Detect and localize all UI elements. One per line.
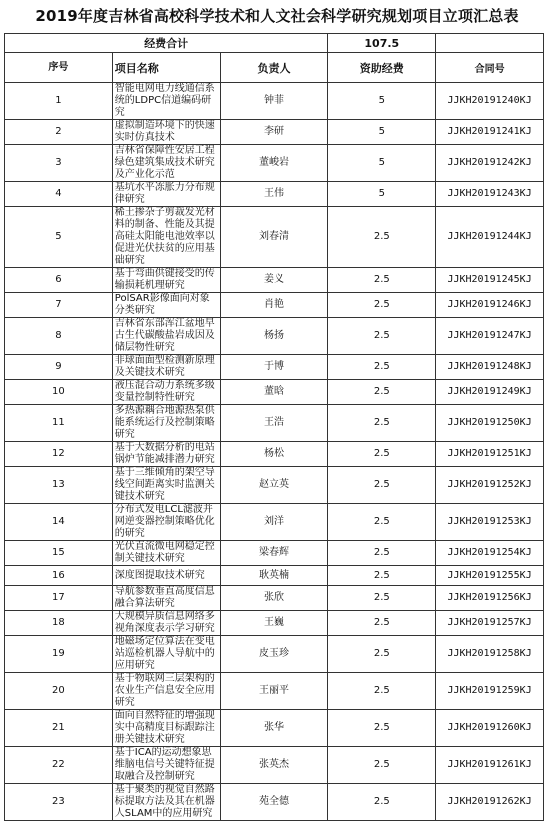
contract-number: JJKH20191249KJ bbox=[436, 380, 544, 405]
principal-investigator: 梁春辉 bbox=[220, 541, 328, 566]
row-number: 19 bbox=[5, 636, 113, 673]
principal-investigator: 苑全德 bbox=[220, 784, 328, 821]
row-number: 14 bbox=[5, 504, 113, 541]
funding-amount: 2.5 bbox=[328, 318, 436, 355]
summary-blank bbox=[436, 34, 544, 53]
project-name: 分布式发电LCL滤波并网逆变器控制策略优化的研究 bbox=[112, 504, 220, 541]
project-name: 非球面面型检测新原理及关键技术研究 bbox=[112, 355, 220, 380]
row-number: 1 bbox=[5, 83, 113, 120]
contract-number: JJKH20191260KJ bbox=[436, 710, 544, 747]
funding-amount: 2.5 bbox=[328, 636, 436, 673]
project-name: 基于聚类的视觉自然路标提取方法及其在机器人SLAM中的应用研究 bbox=[112, 784, 220, 821]
project-name: 基于三维倾角的架空导线空间距离实时监测关键技术研究 bbox=[112, 467, 220, 504]
row-number: 21 bbox=[5, 710, 113, 747]
funding-amount: 2.5 bbox=[328, 710, 436, 747]
project-name: 稀土掺杂子剪裁发光材料的制备、性能及其提高硅太阳能电池效率以促进光伏扶贫的应用基础研究 bbox=[112, 207, 220, 268]
table-row bbox=[5, 673, 544, 710]
table-row bbox=[5, 355, 544, 380]
row-number: 4 bbox=[5, 182, 113, 207]
principal-investigator: 耿英楠 bbox=[220, 566, 328, 586]
principal-investigator: 王伟 bbox=[220, 182, 328, 207]
row-number: 15 bbox=[5, 541, 113, 566]
contract-number: JJKH20191252KJ bbox=[436, 467, 544, 504]
principal-investigator: 钟菲 bbox=[220, 83, 328, 120]
row-number: 23 bbox=[5, 784, 113, 821]
row-number: 10 bbox=[5, 380, 113, 405]
principal-investigator: 董峻岩 bbox=[220, 145, 328, 182]
contract-number: JJKH20191251KJ bbox=[436, 442, 544, 467]
table-row bbox=[5, 405, 544, 442]
contract-number: JJKH20191256KJ bbox=[436, 586, 544, 611]
principal-investigator: 张欣 bbox=[220, 586, 328, 611]
header-person: 负责人 bbox=[220, 53, 328, 83]
row-number: 18 bbox=[5, 611, 113, 636]
contract-number: JJKH20191241KJ bbox=[436, 120, 544, 145]
table-row bbox=[5, 541, 544, 566]
project-name: 基于ICA的运动想象思维脑电信号关键特征提取融合及控制研究 bbox=[112, 747, 220, 784]
project-name: 智能电网电力线通信系统的LDPC信道编码研究 bbox=[112, 83, 220, 120]
row-number: 17 bbox=[5, 586, 113, 611]
table-row bbox=[5, 710, 544, 747]
table-row bbox=[5, 207, 544, 268]
funding-amount: 5 bbox=[328, 145, 436, 182]
project-name: 基于大数据分析的电站锅炉节能减排潜力研究 bbox=[112, 442, 220, 467]
table-row bbox=[5, 182, 544, 207]
principal-investigator: 杨扬 bbox=[220, 318, 328, 355]
table-row bbox=[5, 636, 544, 673]
summary-value: 107.5 bbox=[328, 34, 436, 53]
table-row bbox=[5, 293, 544, 318]
principal-investigator: 张华 bbox=[220, 710, 328, 747]
project-name: 地磁场定位算法在变电站巡检机器人导航中的应用研究 bbox=[112, 636, 220, 673]
funding-amount: 2.5 bbox=[328, 541, 436, 566]
funding-amount: 2.5 bbox=[328, 355, 436, 380]
row-number: 9 bbox=[5, 355, 113, 380]
contract-number: JJKH20191247KJ bbox=[436, 318, 544, 355]
table-row bbox=[5, 467, 544, 504]
header-no: 序号 bbox=[5, 53, 113, 83]
funding-amount: 2.5 bbox=[328, 611, 436, 636]
funding-amount: 5 bbox=[328, 182, 436, 207]
contract-number: JJKH20191258KJ bbox=[436, 636, 544, 673]
principal-investigator: 王巍 bbox=[220, 611, 328, 636]
table-row bbox=[5, 442, 544, 467]
row-number: 22 bbox=[5, 747, 113, 784]
principal-investigator: 李研 bbox=[220, 120, 328, 145]
contract-number: JJKH20191253KJ bbox=[436, 504, 544, 541]
contract-number: JJKH20191243KJ bbox=[436, 182, 544, 207]
contract-number: JJKH20191244KJ bbox=[436, 207, 544, 268]
table-row bbox=[5, 586, 544, 611]
funding-amount: 2.5 bbox=[328, 504, 436, 541]
funding-amount: 2.5 bbox=[328, 673, 436, 710]
table-row bbox=[5, 83, 544, 120]
contract-number: JJKH20191259KJ bbox=[436, 673, 544, 710]
header-name: 项目名称 bbox=[112, 53, 220, 83]
funding-amount: 2.5 bbox=[328, 207, 436, 268]
summary-row bbox=[5, 34, 544, 53]
table-row bbox=[5, 784, 544, 821]
row-number: 16 bbox=[5, 566, 113, 586]
principal-investigator: 皮玉珍 bbox=[220, 636, 328, 673]
funding-amount: 2.5 bbox=[328, 380, 436, 405]
principal-investigator: 姜义 bbox=[220, 268, 328, 293]
principal-investigator: 王丽平 bbox=[220, 673, 328, 710]
row-number: 11 bbox=[5, 405, 113, 442]
header-row bbox=[5, 53, 544, 83]
principal-investigator: 杨松 bbox=[220, 442, 328, 467]
header-code: 合同号 bbox=[436, 53, 544, 83]
project-name: 吉林省东部浑江盆地早古生代碳酸盐岩成因及储层物性研究 bbox=[112, 318, 220, 355]
table-row bbox=[5, 611, 544, 636]
contract-number: JJKH20191246KJ bbox=[436, 293, 544, 318]
contract-number: JJKH20191240KJ bbox=[436, 83, 544, 120]
project-name: 基于物联网三层架构的农业生产信息安全应用研究 bbox=[112, 673, 220, 710]
table-row bbox=[5, 145, 544, 182]
table-row bbox=[5, 504, 544, 541]
project-name: 多热源耦合地源热泵供能系统运行及控制策略研究 bbox=[112, 405, 220, 442]
project-name: 大规模异质信息网络多视角深度表示学习研究 bbox=[112, 611, 220, 636]
principal-investigator: 刘洋 bbox=[220, 504, 328, 541]
project-name: 基坑水平冻胀力分布规律研究 bbox=[112, 182, 220, 207]
row-number: 20 bbox=[5, 673, 113, 710]
page-title: 2019年度吉林省高校科学技术和人文社会科学研究规划项目立项汇总表 bbox=[35, 7, 519, 25]
funding-amount: 2.5 bbox=[328, 268, 436, 293]
row-number: 12 bbox=[5, 442, 113, 467]
funding-amount: 2.5 bbox=[328, 586, 436, 611]
contract-number: JJKH20191242KJ bbox=[436, 145, 544, 182]
contract-number: JJKH20191255KJ bbox=[436, 566, 544, 586]
funding-amount: 5 bbox=[328, 83, 436, 120]
table-row bbox=[5, 566, 544, 586]
project-name: 深度图提取技术研究 bbox=[112, 566, 220, 586]
project-name: 光伏直流微电网稳定控制关键技术研究 bbox=[112, 541, 220, 566]
project-name: PolSAR影像面向对象分类研究 bbox=[112, 293, 220, 318]
project-name: 基于弯曲供键接受的传输损耗机理研究 bbox=[112, 268, 220, 293]
summary-label: 经费合计 bbox=[5, 34, 328, 53]
row-number: 8 bbox=[5, 318, 113, 355]
table-row bbox=[5, 380, 544, 405]
principal-investigator: 肖艳 bbox=[220, 293, 328, 318]
funding-amount: 2.5 bbox=[328, 467, 436, 504]
row-number: 6 bbox=[5, 268, 113, 293]
header-fund: 资助经费 bbox=[328, 53, 436, 83]
project-name: 虚拟制造环境下的快速实时仿真技术 bbox=[112, 120, 220, 145]
table-row bbox=[5, 318, 544, 355]
project-name: 液压混合动力系统多级变量控制特性研究 bbox=[112, 380, 220, 405]
project-name: 吉林省保障性安居工程绿色建筑集成技术研究及产业化示范 bbox=[112, 145, 220, 182]
table-row bbox=[5, 120, 544, 145]
funding-amount: 2.5 bbox=[328, 293, 436, 318]
row-number: 7 bbox=[5, 293, 113, 318]
contract-number: JJKH20191250KJ bbox=[436, 405, 544, 442]
row-number: 3 bbox=[5, 145, 113, 182]
principal-investigator: 王浩 bbox=[220, 405, 328, 442]
funding-amount: 2.5 bbox=[328, 747, 436, 784]
principal-investigator: 董晗 bbox=[220, 380, 328, 405]
table-row bbox=[5, 268, 544, 293]
project-table bbox=[4, 33, 544, 821]
funding-amount: 2.5 bbox=[328, 566, 436, 586]
contract-number: JJKH20191245KJ bbox=[436, 268, 544, 293]
contract-number: JJKH20191254KJ bbox=[436, 541, 544, 566]
contract-number: JJKH20191248KJ bbox=[436, 355, 544, 380]
principal-investigator: 刘春清 bbox=[220, 207, 328, 268]
contract-number: JJKH20191262KJ bbox=[436, 784, 544, 821]
principal-investigator: 赵立英 bbox=[220, 467, 328, 504]
funding-amount: 2.5 bbox=[328, 442, 436, 467]
row-number: 2 bbox=[5, 120, 113, 145]
contract-number: JJKH20191257KJ bbox=[436, 611, 544, 636]
funding-amount: 2.5 bbox=[328, 405, 436, 442]
project-name: 面向自然特征的增强现实中高精度目标跟踪注册关键技术研究 bbox=[112, 710, 220, 747]
row-number: 13 bbox=[5, 467, 113, 504]
funding-amount: 2.5 bbox=[328, 784, 436, 821]
funding-amount: 5 bbox=[328, 120, 436, 145]
row-number: 5 bbox=[5, 207, 113, 268]
principal-investigator: 于博 bbox=[220, 355, 328, 380]
contract-number: JJKH20191261KJ bbox=[436, 747, 544, 784]
project-name: 导航参数垂直高度信息融合算法研究 bbox=[112, 586, 220, 611]
principal-investigator: 张英杰 bbox=[220, 747, 328, 784]
table-row bbox=[5, 747, 544, 784]
